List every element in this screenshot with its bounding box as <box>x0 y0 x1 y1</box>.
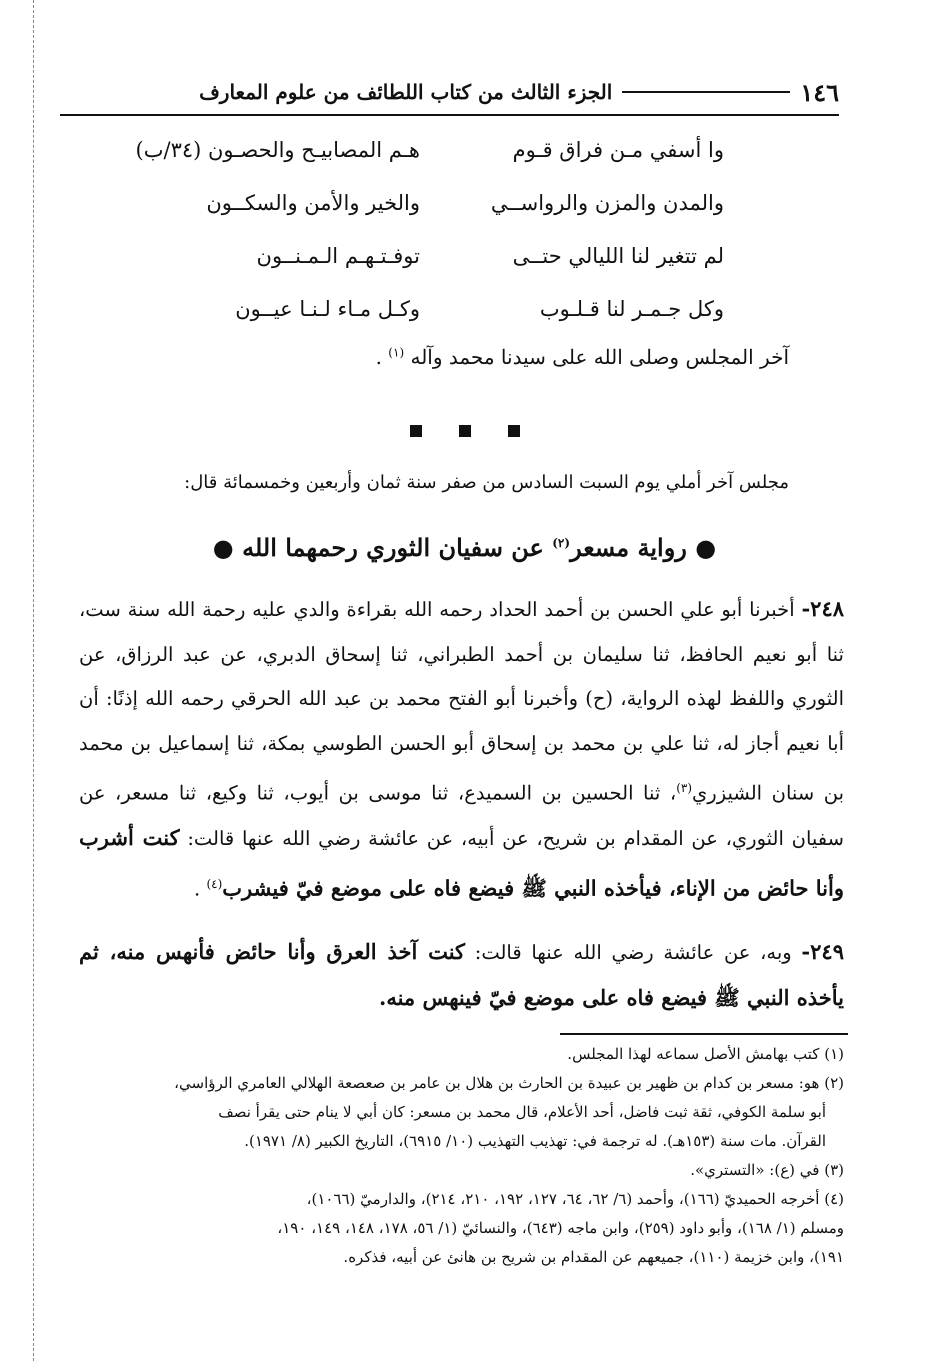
hadith-248 <box>79 587 844 912</box>
footnote: (٣) في (ع): «التستري». <box>690 1161 844 1179</box>
verse-second-hemistich: هـم المصابيـح والحصـون (٣٤/ب) <box>135 138 420 162</box>
footnote-ref: (٣) <box>676 781 693 795</box>
footnote-continuation: القرآن. مات سنة (١٥٣هـ). له ترجمة في: تهذيب التهذيب (١٠/ ٦٩١٥)، التاريخ الكبير (٨/ ١٩٧١). <box>244 1132 826 1150</box>
footnote-continuation: أبو سلمة الكوفي، ثقة ثبت فاضل، أحد الأعلام، قال محمد بن مسعر: كان أبي لا ينام حتى يقرأ نصف <box>218 1103 826 1121</box>
hadith-number: ٢٤٩- <box>801 939 844 964</box>
page-number: ١٤٦ <box>800 77 839 107</box>
footnote-continuation: ومسلم (١/ ١٦٨)، وأبو داود (٢٥٩)، وابن ماجه (٦٤٣)، والنسائيّ (١/ ٥٦، ١٧٨، ١٤٨، ١٤٩، ١٩٠، <box>277 1219 844 1237</box>
verse-first-hemistich: والمدن والمزن والرواســي <box>490 191 724 215</box>
footnote-ref: (١) <box>388 345 405 360</box>
closing-text: آخر المجلس وصلى الله على سيدنا محمد وآله <box>410 345 789 369</box>
footnote-rule <box>560 1033 848 1035</box>
verse-line <box>70 236 724 276</box>
verse-first-hemistich: وا أسفي مـن فراق قـوم <box>512 138 724 162</box>
footnote-ref: (٤) <box>206 876 223 891</box>
verse-second-hemistich: توفـتـهـم الـمـنــون <box>256 244 420 268</box>
separator-square <box>459 425 471 437</box>
header-dash <box>622 91 790 93</box>
footnote-continuation: ١٩١)، وابن خزيمة (١١٠)، جميعهم عن المقدام بن شريح بن هانئ عن أبيه، فذكره. <box>343 1248 844 1266</box>
hadith-chain-cont: ، ثنا الحسين بن السميدع، ثنا موسى بن أيوب، ثنا وكيع، ثنا مسعر، عن سفيان الثوري، عن المقدام بن شريح، عن أبيه، عن عائشة رضي الله عنها قالت: <box>79 781 844 850</box>
hadith-249 <box>79 930 844 1021</box>
section-separator <box>410 425 520 437</box>
verse-first-hemistich: وكل جـمـر لنا قـلـوب <box>539 297 724 321</box>
footnote-ref: (٢) <box>552 536 571 550</box>
verse-line <box>70 183 724 223</box>
session-intro: مجلس آخر أملي يوم السبت السادس من صفر سنة ثمان وأربعين وخمسمائة قال: <box>184 472 789 493</box>
separator-square <box>410 425 422 437</box>
verse-first-hemistich: لم تتغير لنا الليالي حتــى <box>512 244 724 268</box>
verse-second-hemistich: وكـل مـاء لـنـا عيــون <box>235 297 420 321</box>
footnote: (١) كتب بهامش الأصل سماعه لهذا المجلس. <box>567 1045 844 1063</box>
heading-part-1: ● رواية مسعر <box>570 533 717 562</box>
hadith-number: ٢٤٨- <box>801 596 845 621</box>
footnotes <box>64 1040 844 1272</box>
verse-line <box>70 130 724 170</box>
header-rule <box>60 114 839 116</box>
hadith-text: كنت آخذ العرق وأنا حائض فأنهس منه، ثم يأخذه النبي ﷺ فيضع فاه على موضع فيّ فينهس منه. <box>79 939 844 1010</box>
section-heading <box>0 533 929 562</box>
hadith-text: كنت أشرب وأنا حائض من الإناء، فيأخذه النبي ﷺ فيضع فاه على موضع فيّ فيشرب <box>79 825 844 900</box>
session-closing <box>376 345 789 369</box>
footnote: (٤) أخرجه الحميديّ (١٦٦)، وأحمد (٦/ ٦٢، ٦٤، ١٢٧، ١٩٢، ٢١٠، ٢١٤)، والدارميّ (١٠٦٦)، <box>306 1190 844 1208</box>
hadith-chain: وبه، عن عائشة رضي الله عنها قالت: <box>474 941 792 964</box>
closing-period: . <box>375 345 382 369</box>
scan-edge-line <box>33 0 34 1361</box>
hadith-end: . <box>194 877 201 900</box>
page-header <box>60 72 839 112</box>
verse-second-hemistich: والخير والأمن والسكــون <box>206 191 420 215</box>
heading-part-2: عن سفيان الثوري رحمهما الله ● <box>212 533 544 562</box>
verse-line <box>70 289 724 329</box>
running-title: الجزء الثالث من كتاب اللطائف من علوم المعارف <box>199 80 613 104</box>
footnote: (٢) هو: مسعر بن كدام بن ظهير بن عبيدة بن الحارث بن هلال بن عامر بن صعصعة الهلالي العامري الرؤاسي، <box>174 1074 844 1092</box>
separator-square <box>508 425 520 437</box>
hadith-chain: أخبرنا أبو علي الحسن بن أحمد الحداد رحمه الله بقراءة والدي عليه رحمة الله سنة ست، ثنا أبو نعيم الحافظ، ثنا سليمان بن أحمد الطبراني، ثنا إسحاق الدبري، عن عبد الرزاق، عن الثوري واللفظ لهذه الرواية، (ح) وأخبرنا أبو الفتح محمد بن عبد الله الحرقي رحمه الله إذنًا: أن أبا نعيم أجاز له، ثنا علي بن محمد بن إسحاق أبو الحسن الطوسي بمكة، ثنا إسماعيل بن محمد بن سنان الشيزري <box>79 598 844 805</box>
